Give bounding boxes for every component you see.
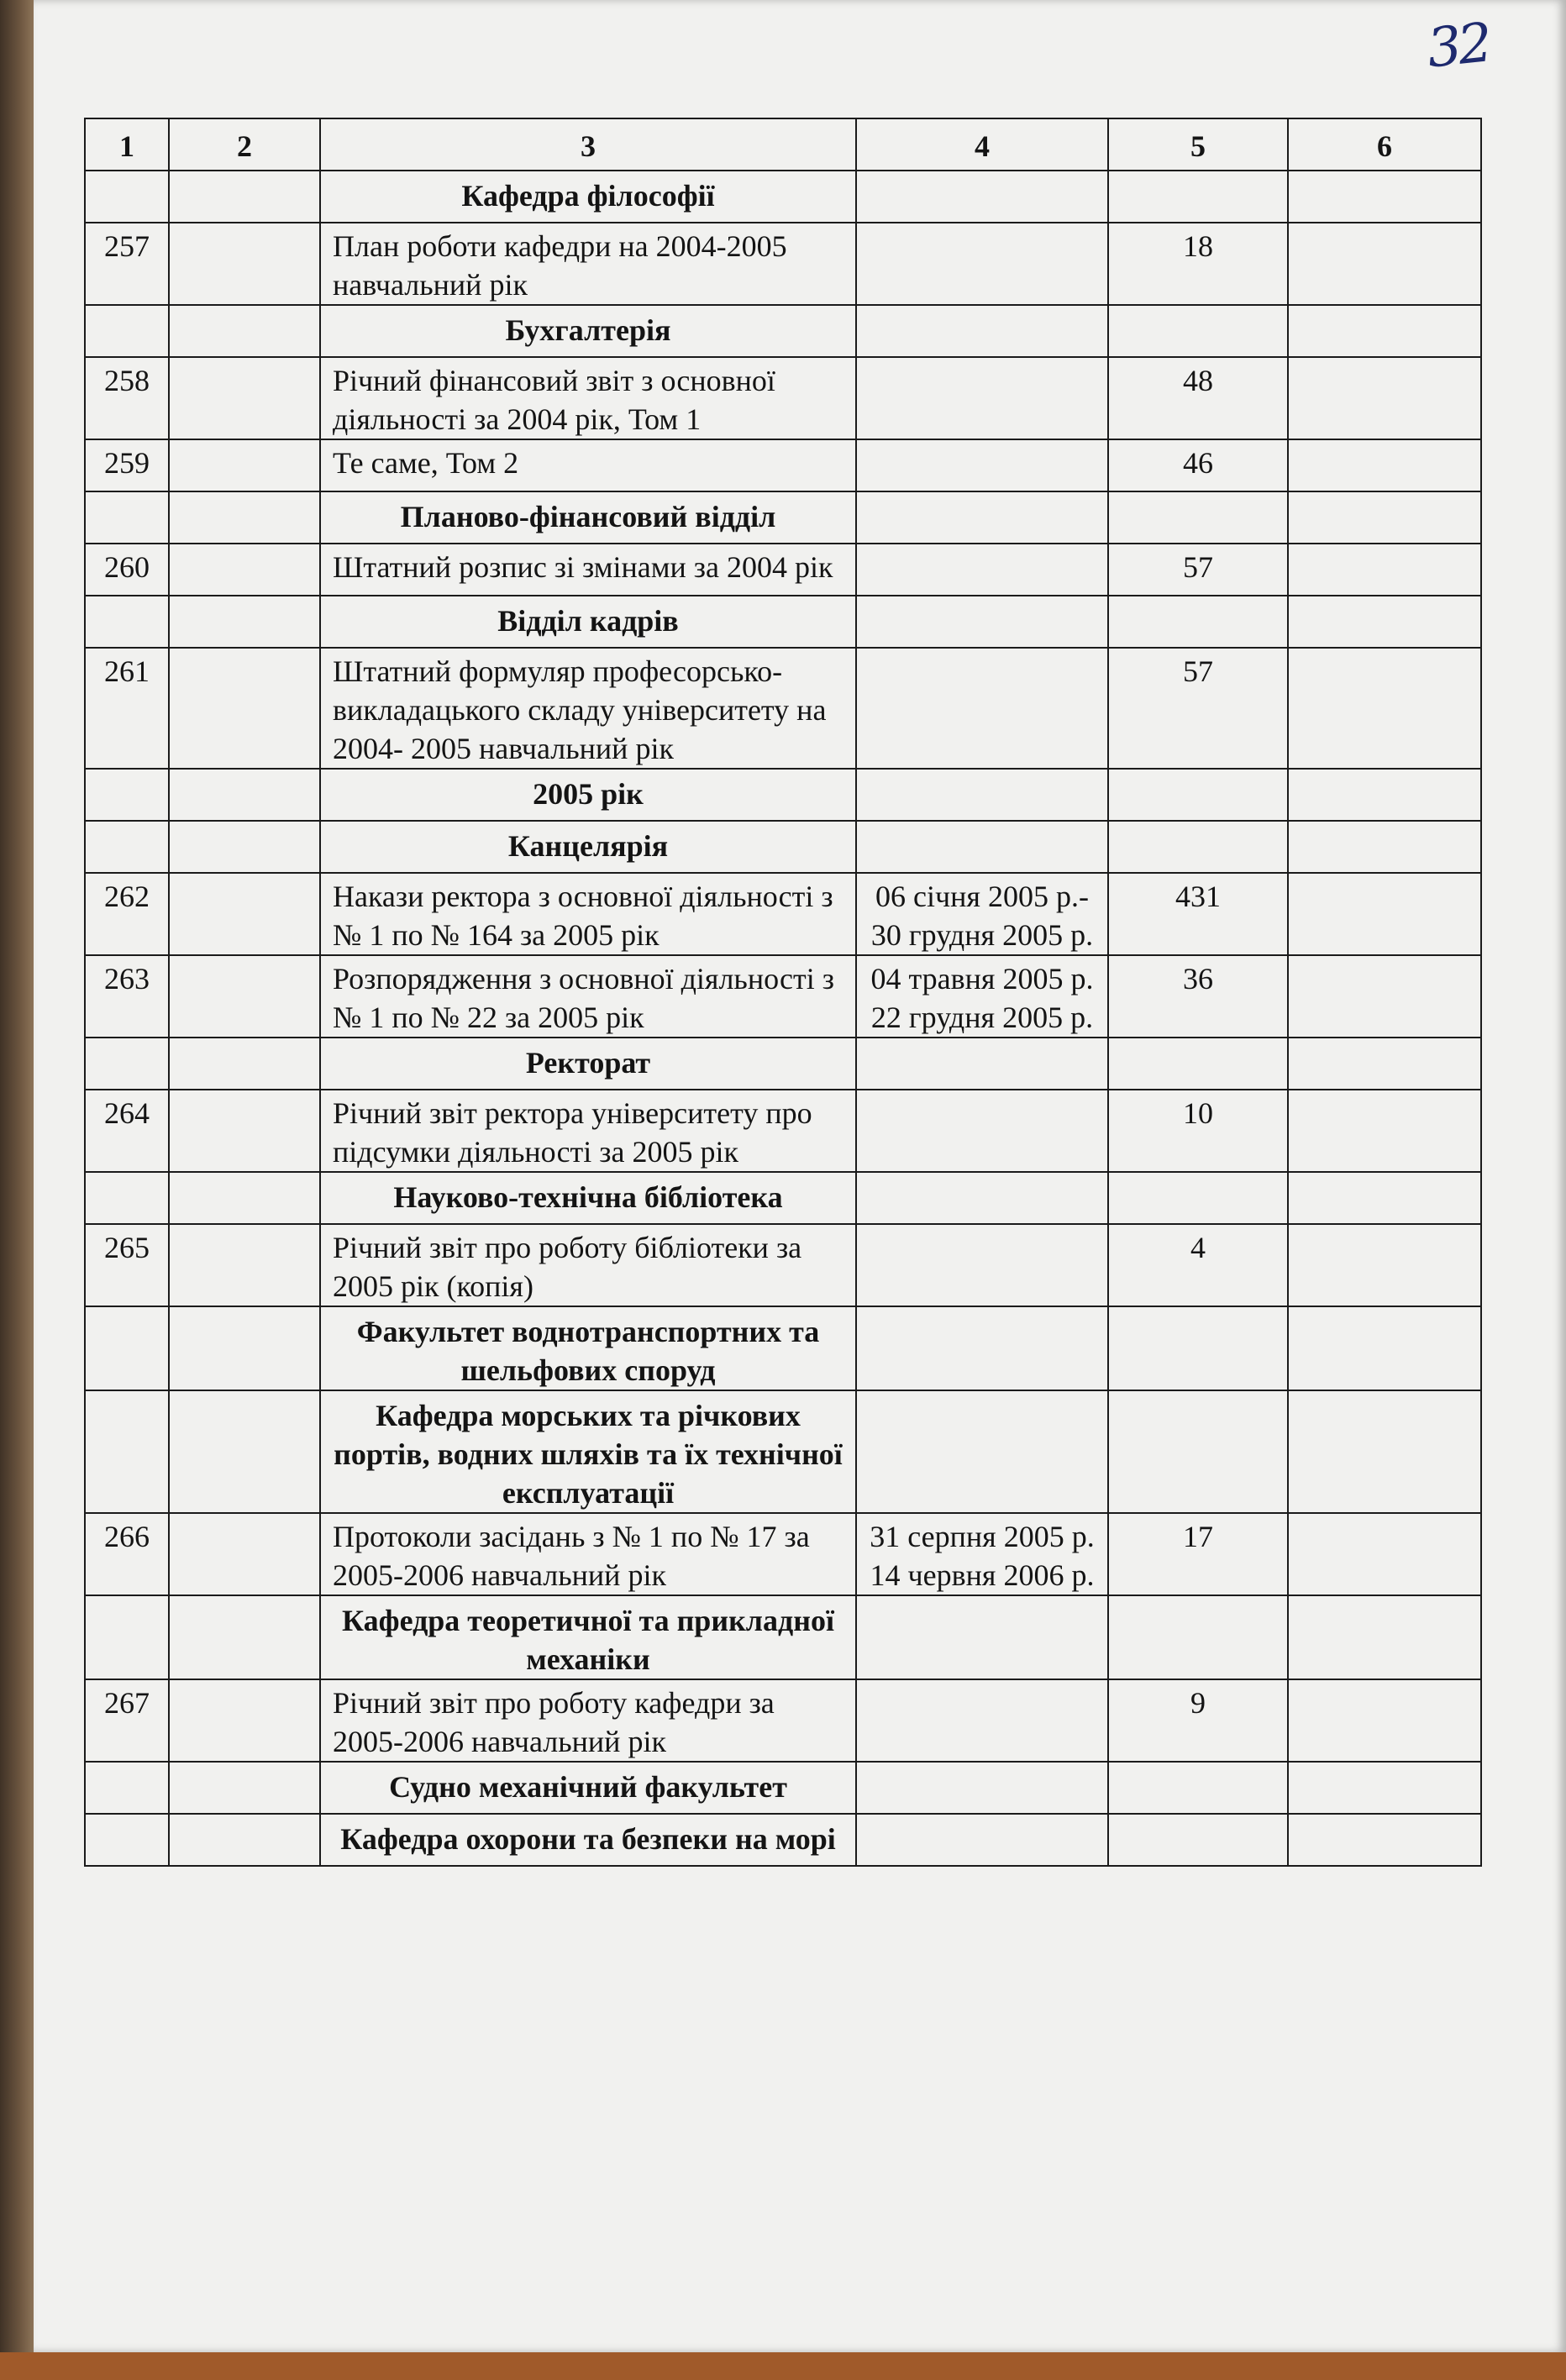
section-row [85,491,1481,544]
index-cell [169,1090,320,1172]
empty-cell [169,1306,320,1390]
section-title: Науково-технічна бібліотека [320,1172,856,1224]
empty-cell [856,305,1108,357]
empty-cell [1288,1306,1481,1390]
table-row [85,955,1481,1038]
section-title: Ректорат [320,1038,856,1090]
empty-cell [1288,1595,1481,1679]
empty-cell [856,769,1108,821]
sheet-count: 4 [1108,1224,1288,1306]
empty-cell [856,491,1108,544]
empty-cell [856,1390,1108,1513]
index-cell [169,1224,320,1306]
empty-cell [85,1762,169,1814]
table-body [85,171,1481,1866]
sheet-count: 57 [1108,648,1288,769]
note-cell [1288,544,1481,596]
item-title: Річний звіт про роботу кафедри за 2005-2006 навчальний рік [320,1679,856,1762]
item-dates [856,1090,1108,1172]
empty-cell [1108,769,1288,821]
table-row [85,873,1481,955]
item-number: 261 [85,648,169,769]
header-col-4: 4 [856,118,1108,171]
item-title: Штатний формуляр професорсько-викладацького складу університету на 2004- 2005 навчальний рік [320,648,856,769]
item-dates [856,223,1108,305]
index-cell [169,223,320,305]
section-row [85,1814,1481,1866]
empty-cell [856,1306,1108,1390]
item-title: Річний звіт про роботу бібліотеки за 2005 рік (копія) [320,1224,856,1306]
empty-cell [1108,1038,1288,1090]
empty-cell [1288,171,1481,223]
table-row [85,1513,1481,1595]
table-row [85,648,1481,769]
index-cell [169,357,320,439]
binding-edge [0,0,34,2380]
empty-cell [1108,171,1288,223]
section-row [85,1390,1481,1513]
empty-cell [169,1762,320,1814]
header-col-5: 5 [1108,118,1288,171]
note-cell [1288,223,1481,305]
empty-cell [856,821,1108,873]
index-cell [169,955,320,1038]
note-cell [1288,1513,1481,1595]
empty-cell [1108,1595,1288,1679]
sheet-count: 431 [1108,873,1288,955]
empty-cell [1108,1306,1288,1390]
section-row [85,1762,1481,1814]
empty-cell [85,769,169,821]
item-number: 264 [85,1090,169,1172]
empty-cell [169,1038,320,1090]
item-number: 267 [85,1679,169,1762]
empty-cell [856,1172,1108,1224]
empty-cell [169,1172,320,1224]
sheet-count: 57 [1108,544,1288,596]
item-dates [856,544,1108,596]
empty-cell [856,1038,1108,1090]
table-row [85,544,1481,596]
header-row [85,118,1481,171]
empty-cell [85,491,169,544]
table-row [85,223,1481,305]
header-col-6: 6 [1288,118,1481,171]
empty-cell [85,1595,169,1679]
empty-cell [1288,1762,1481,1814]
empty-cell [1108,1814,1288,1866]
item-title: План роботи кафедри на 2004-2005 навчальний рік [320,223,856,305]
empty-cell [85,821,169,873]
empty-cell [85,1306,169,1390]
table-row [85,1224,1481,1306]
empty-cell [85,305,169,357]
empty-cell [1108,1172,1288,1224]
empty-cell [1288,1038,1481,1090]
item-title: Річний фінансовий звіт з основної діяльності за 2004 рік, Том 1 [320,357,856,439]
section-row [85,171,1481,223]
item-dates: 04 травня 2005 р. 22 грудня 2005 р. [856,955,1108,1038]
empty-cell [169,305,320,357]
note-cell [1288,357,1481,439]
index-cell [169,1513,320,1595]
empty-cell [1288,769,1481,821]
empty-cell [169,1390,320,1513]
item-number: 265 [85,1224,169,1306]
item-number: 260 [85,544,169,596]
item-dates: 06 січня 2005 р.- 30 грудня 2005 р. [856,873,1108,955]
sheet-count: 17 [1108,1513,1288,1595]
empty-cell [1288,1390,1481,1513]
table-row [85,1090,1481,1172]
section-row [85,1595,1481,1679]
empty-cell [1288,305,1481,357]
index-cell [169,873,320,955]
section-title: Факультет воднотранспортних та шельфових споруд [320,1306,856,1390]
section-title: Кафедра охорони та безпеки на морі [320,1814,856,1866]
empty-cell [856,171,1108,223]
empty-cell [1288,596,1481,648]
index-cell [169,544,320,596]
section-title: Відділ кадрів [320,596,856,648]
table-row [85,1679,1481,1762]
header-col-1: 1 [85,118,169,171]
sheet-count: 18 [1108,223,1288,305]
item-number: 266 [85,1513,169,1595]
empty-cell [85,596,169,648]
section-title: Бухгалтерія [320,305,856,357]
section-row [85,1038,1481,1090]
item-title: Протоколи засідань з № 1 по № 17 за 2005-2006 навчальний рік [320,1513,856,1595]
empty-cell [85,1814,169,1866]
section-title: Судно механічний факультет [320,1762,856,1814]
item-title: Накази ректора з основної діяльності з № 1 по № 164 за 2005 рік [320,873,856,955]
section-title: Планово-фінансовий відділ [320,491,856,544]
empty-cell [169,1595,320,1679]
empty-cell [169,596,320,648]
empty-cell [1108,1762,1288,1814]
item-title: Штатний розпис зі змінами за 2004 рік [320,544,856,596]
empty-cell [169,769,320,821]
item-dates [856,1224,1108,1306]
index-cell [169,648,320,769]
sheet-count: 36 [1108,955,1288,1038]
section-title: Канцелярія [320,821,856,873]
item-number: 262 [85,873,169,955]
page-number: 32 [1423,12,1492,81]
empty-cell [1108,305,1288,357]
item-dates [856,357,1108,439]
note-cell [1288,439,1481,491]
item-title: Річний звіт ректора університету про підсумки діяльності за 2005 рік [320,1090,856,1172]
empty-cell [85,1172,169,1224]
empty-cell [85,171,169,223]
empty-cell [169,1814,320,1866]
empty-cell [85,1390,169,1513]
sheet-count: 46 [1108,439,1288,491]
sheet-count: 10 [1108,1090,1288,1172]
item-dates [856,439,1108,491]
table-row [85,439,1481,491]
empty-cell [856,596,1108,648]
inventory-table [84,118,1482,1867]
section-title: Кафедра філософії [320,171,856,223]
section-row [85,821,1481,873]
empty-cell [1108,821,1288,873]
empty-cell [856,1814,1108,1866]
index-cell [169,1679,320,1762]
item-dates: 31 серпня 2005 р. 14 червня 2006 р. [856,1513,1108,1595]
item-number: 257 [85,223,169,305]
empty-cell [169,491,320,544]
empty-cell [1288,491,1481,544]
note-cell [1288,873,1481,955]
sheet-count: 9 [1108,1679,1288,1762]
table-row [85,357,1481,439]
item-dates [856,1679,1108,1762]
empty-cell [169,171,320,223]
empty-cell [169,821,320,873]
item-title: Те саме, Том 2 [320,439,856,491]
section-row [85,305,1481,357]
section-row [85,1306,1481,1390]
item-number: 263 [85,955,169,1038]
empty-cell [1288,1814,1481,1866]
item-title: Розпорядження з основної діяльності з № 1 по № 22 за 2005 рік [320,955,856,1038]
note-cell [1288,1679,1481,1762]
sheet-count: 48 [1108,357,1288,439]
empty-cell [856,1762,1108,1814]
section-row [85,769,1481,821]
header-col-2: 2 [169,118,320,171]
section-title: Кафедра морських та річкових портів, водних шляхів та їх технічної експлуатації [320,1390,856,1513]
section-title: Кафедра теоретичної та прикладної механіки [320,1595,856,1679]
item-number: 259 [85,439,169,491]
note-cell [1288,648,1481,769]
empty-cell [1108,596,1288,648]
note-cell [1288,1224,1481,1306]
empty-cell [85,1038,169,1090]
empty-cell [1288,821,1481,873]
section-title: 2005 рік [320,769,856,821]
section-row [85,1172,1481,1224]
empty-cell [1108,1390,1288,1513]
section-row [85,596,1481,648]
item-dates [856,648,1108,769]
empty-cell [1288,1172,1481,1224]
empty-cell [856,1595,1108,1679]
header-col-3: 3 [320,118,856,171]
empty-cell [1108,491,1288,544]
item-number: 258 [85,357,169,439]
note-cell [1288,955,1481,1038]
index-cell [169,439,320,491]
table-surface [0,2352,1566,2380]
note-cell [1288,1090,1481,1172]
